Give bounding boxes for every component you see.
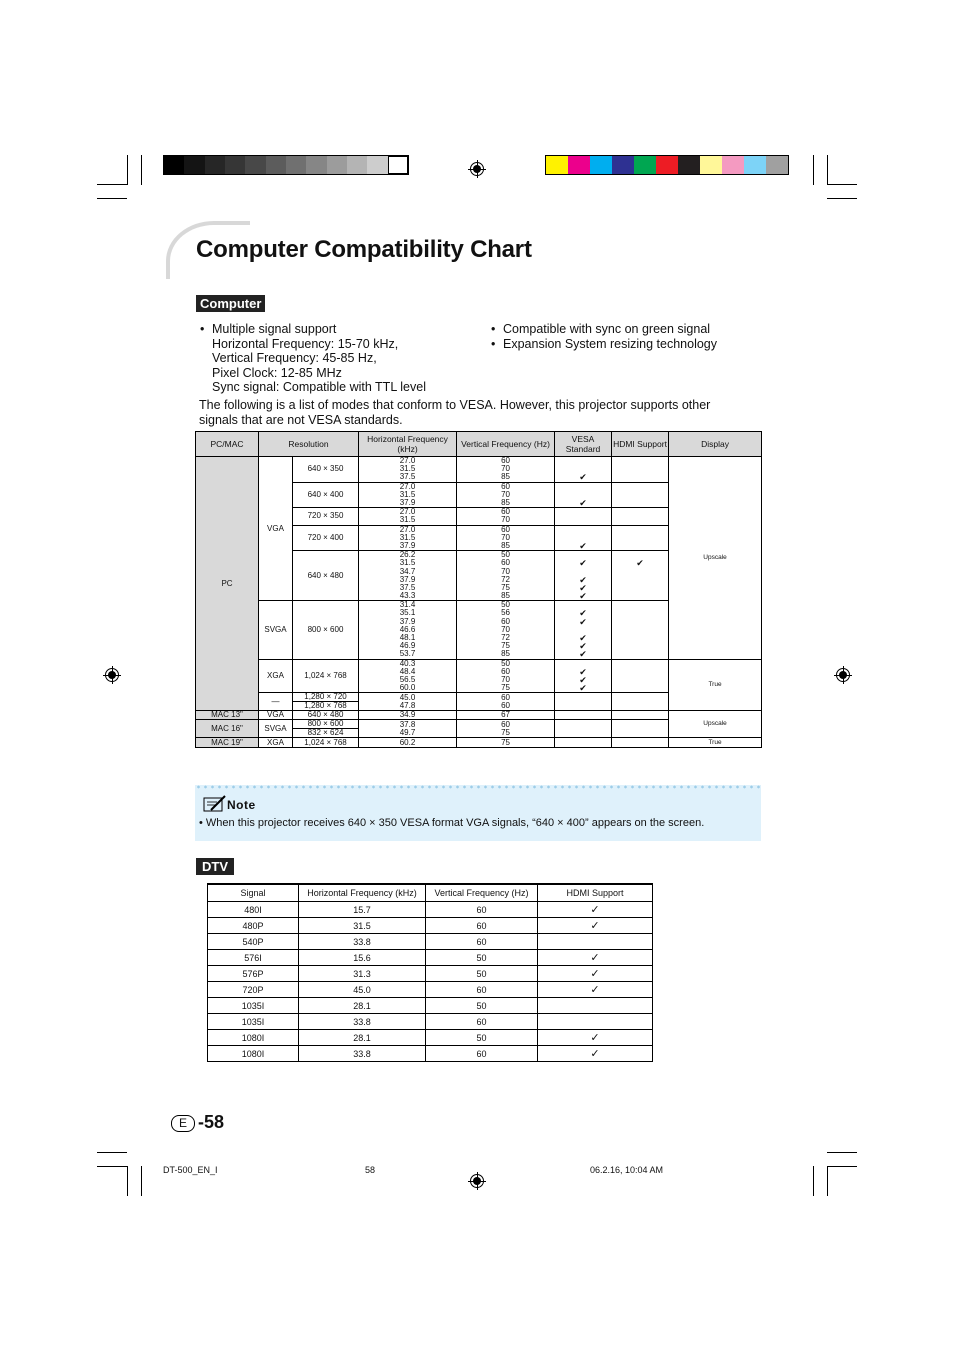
dtv-v-cell: 60 xyxy=(426,918,538,934)
vertical-frequency: 60 xyxy=(457,508,555,517)
crop-mark xyxy=(827,1166,857,1167)
vertical-frequency: 75 xyxy=(457,738,555,747)
hdmi-check xyxy=(612,457,669,466)
dtv-h-cell: 28.1 xyxy=(299,1030,426,1046)
dtv-h-cell: 28.1 xyxy=(299,998,426,1014)
vesa-check: ✔ xyxy=(555,473,612,482)
pc-label: PC xyxy=(196,457,259,711)
color-swatch xyxy=(388,156,408,174)
dtv-row xyxy=(208,998,653,1014)
vertical-frequency: 70 xyxy=(457,491,555,499)
vesa-check: ✔ xyxy=(555,559,612,567)
footer-filename: DT-500_EN_I xyxy=(163,1165,218,1175)
vesa-check: ✔ xyxy=(555,642,612,650)
horizontal-frequency: 56.5 xyxy=(359,676,457,684)
dtv-header-horizontal-frequency: Horizontal Frequency (kHz) xyxy=(299,884,426,902)
bullet-item: • Multiple signal support Horizontal Frequency: 15-70 kHz, Vertical Frequency: 45-85 Hz, Pixel Clock: 12-85 MHz Sync signal: Compatible with TTL level xyxy=(199,322,489,395)
display-mode: True xyxy=(669,659,762,711)
vesa-check xyxy=(555,482,612,491)
resolution: 720 × 350 xyxy=(293,508,359,525)
registration-mark-icon xyxy=(468,160,486,178)
hdmi-check xyxy=(612,567,669,575)
vertical-frequency: 85 xyxy=(457,592,555,601)
vesa-check xyxy=(555,738,612,747)
vesa-check: ✔ xyxy=(555,618,612,626)
note-label: Note xyxy=(227,798,256,812)
hdmi-check xyxy=(612,738,669,747)
color-swatch xyxy=(205,156,225,174)
color-swatch xyxy=(546,156,568,174)
horizontal-frequency: 37.9 xyxy=(359,542,457,551)
crop-mark xyxy=(127,155,128,185)
note-divider xyxy=(195,785,761,789)
dtv-signal-cell: 480I xyxy=(208,902,299,918)
color-swatch xyxy=(245,156,265,174)
signal-mode: XGA xyxy=(259,659,293,693)
vertical-frequency: 60 xyxy=(457,457,555,466)
dtv-signal-cell: 540P xyxy=(208,934,299,950)
dtv-row xyxy=(208,918,653,934)
vesa-check: ✔ xyxy=(555,584,612,592)
dtv-signal-cell: 1080I xyxy=(208,1030,299,1046)
registration-mark-icon xyxy=(834,666,852,684)
hdmi-check xyxy=(612,609,669,617)
table-row xyxy=(196,457,762,466)
vesa-check: ✔ xyxy=(555,499,612,508)
hdmi-check xyxy=(612,676,669,684)
hdmi-check xyxy=(612,693,669,702)
crop-mark xyxy=(97,1166,127,1167)
crop-mark xyxy=(97,184,127,185)
dtv-h-cell: 33.8 xyxy=(299,1014,426,1030)
signal-mode: — xyxy=(259,693,293,711)
hdmi-check xyxy=(612,584,669,592)
horizontal-frequency: 27.0 xyxy=(359,457,457,466)
vesa-check xyxy=(555,508,612,517)
dtv-signal-cell: 720P xyxy=(208,982,299,998)
vertical-frequency: 60 xyxy=(457,618,555,626)
hdmi-check xyxy=(612,482,669,491)
color-swatch xyxy=(722,156,744,174)
vertical-frequency: 85 xyxy=(457,499,555,508)
registration-mark-icon xyxy=(468,1172,486,1190)
horizontal-frequency: 31.5 xyxy=(359,491,457,499)
dtv-hdmi-cell: ✓ xyxy=(538,1030,653,1046)
resolution: 720 × 400 xyxy=(293,525,359,551)
horizontal-frequency: 37.9 xyxy=(359,499,457,508)
page-number: -58 xyxy=(198,1112,225,1132)
dtv-hdmi-cell: ✓ xyxy=(538,1046,653,1062)
vertical-frequency: 50 xyxy=(457,601,555,610)
vesa-check: ✔ xyxy=(555,650,612,659)
vertical-frequency: 67 xyxy=(457,711,555,720)
vertical-frequency: 85 xyxy=(457,650,555,659)
resolution: 1,280 × 768 xyxy=(293,702,359,711)
color-swatch xyxy=(568,156,590,174)
dtv-hdmi-cell: ✓ xyxy=(538,918,653,934)
dtv-h-cell: 31.5 xyxy=(299,918,426,934)
hdmi-check xyxy=(612,473,669,482)
color-swatch xyxy=(347,156,367,174)
vertical-frequency: 72 xyxy=(457,634,555,642)
vertical-frequency: 60 xyxy=(457,525,555,534)
hdmi-check xyxy=(612,534,669,542)
vesa-check xyxy=(555,516,612,525)
dtv-header-hdmi-support: HDMI Support xyxy=(538,884,653,902)
dtv-v-cell: 60 xyxy=(426,902,538,918)
dtv-row xyxy=(208,950,653,966)
signal-mode: SVGA xyxy=(259,601,293,659)
page-title: Computer Compatibility Chart xyxy=(196,236,532,263)
horizontal-frequency: 37.9 xyxy=(359,618,457,626)
hdmi-check xyxy=(612,576,669,584)
horizontal-frequency: 31.5 xyxy=(359,534,457,542)
hdmi-check xyxy=(612,684,669,693)
horizontal-frequency: 45.0 xyxy=(359,693,457,702)
color-swatch xyxy=(590,156,612,174)
horizontal-frequency: 31.4 xyxy=(359,601,457,610)
vertical-frequency: 72 xyxy=(457,576,555,584)
crop-mark xyxy=(827,184,857,185)
color-swatch xyxy=(634,156,656,174)
header-pc-mac: PC/MAC xyxy=(196,432,259,457)
horizontal-frequency: 37.8 xyxy=(359,720,457,729)
color-swatch xyxy=(700,156,722,174)
hdmi-check xyxy=(612,720,669,729)
dtv-signal-cell: 1035I xyxy=(208,998,299,1014)
horizontal-frequency: 47.8 xyxy=(359,702,457,711)
vesa-check: ✔ xyxy=(555,576,612,584)
horizontal-frequency: 27.0 xyxy=(359,508,457,517)
vertical-frequency: 60 xyxy=(457,693,555,702)
horizontal-frequency: 26.2 xyxy=(359,551,457,560)
dtv-hdmi-cell xyxy=(538,1014,653,1030)
horizontal-frequency: 34.7 xyxy=(359,567,457,575)
bullet-item: • Expansion System resizing technology xyxy=(490,337,760,352)
dtv-signal-cell: 576I xyxy=(208,950,299,966)
dtv-hdmi-cell xyxy=(538,998,653,1014)
mac-label: MAC 19" xyxy=(196,738,259,747)
color-swatch xyxy=(656,156,678,174)
vesa-check: ✔ xyxy=(555,609,612,617)
resolution: 640 × 350 xyxy=(293,457,359,483)
vertical-frequency: 50 xyxy=(457,659,555,668)
horizontal-frequency: 60.0 xyxy=(359,684,457,693)
hdmi-check xyxy=(612,499,669,508)
horizontal-frequency: 46.9 xyxy=(359,642,457,650)
section-heading-dtv: DTV xyxy=(196,858,234,875)
dtv-hdmi-cell: ✓ xyxy=(538,902,653,918)
vertical-frequency: 75 xyxy=(457,684,555,693)
mac-mode: VGA xyxy=(259,711,293,720)
vertical-frequency: 85 xyxy=(457,473,555,482)
vertical-frequency: 85 xyxy=(457,542,555,551)
vertical-frequency: 70 xyxy=(457,676,555,684)
horizontal-frequency: 43.3 xyxy=(359,592,457,601)
vertical-frequency: 50 xyxy=(457,551,555,560)
crop-mark xyxy=(813,155,814,185)
dtv-v-cell: 60 xyxy=(426,982,538,998)
header-vertical-frequency: Vertical Frequency (Hz) xyxy=(457,432,555,457)
bullet-item: • Compatible with sync on green signal xyxy=(490,322,760,337)
header-resolution: Resolution xyxy=(259,432,359,457)
hdmi-check xyxy=(612,626,669,634)
hdmi-check xyxy=(612,465,669,473)
horizontal-frequency: 31.5 xyxy=(359,559,457,567)
hdmi-check xyxy=(612,601,669,610)
horizontal-frequency: 27.0 xyxy=(359,482,457,491)
dtv-h-cell: 33.8 xyxy=(299,1046,426,1062)
vertical-frequency: 60 xyxy=(457,668,555,676)
dtv-h-cell: 45.0 xyxy=(299,982,426,998)
hdmi-check xyxy=(612,516,669,525)
dtv-hdmi-cell: ✓ xyxy=(538,950,653,966)
vertical-frequency: 70 xyxy=(457,534,555,542)
color-swatch xyxy=(327,156,347,174)
table-row xyxy=(196,659,762,668)
dtv-row xyxy=(208,966,653,982)
resolution: 800 × 600 xyxy=(293,720,359,729)
vertical-frequency: 56 xyxy=(457,609,555,617)
dtv-row xyxy=(208,982,653,998)
header-display: Display xyxy=(669,432,762,457)
horizontal-frequency: 35.1 xyxy=(359,609,457,617)
hdmi-check xyxy=(612,525,669,534)
horizontal-frequency: 27.0 xyxy=(359,525,457,534)
dtv-signal-cell: 480P xyxy=(208,918,299,934)
vertical-frequency: 60 xyxy=(457,559,555,567)
compatibility-table xyxy=(195,431,762,748)
dtv-row xyxy=(208,1014,653,1030)
horizontal-frequency: 48.4 xyxy=(359,668,457,676)
vesa-check xyxy=(555,720,612,729)
resolution: 640 × 480 xyxy=(293,711,359,720)
color-swatch xyxy=(225,156,245,174)
dtv-row xyxy=(208,934,653,950)
dtv-signal-cell: 1080I xyxy=(208,1046,299,1062)
hdmi-check xyxy=(612,659,669,668)
crop-mark xyxy=(127,1166,128,1196)
horizontal-frequency: 60.2 xyxy=(359,738,457,747)
dtv-v-cell: 60 xyxy=(426,1014,538,1030)
vesa-check: ✔ xyxy=(555,684,612,693)
dtv-h-cell: 15.6 xyxy=(299,950,426,966)
vertical-frequency: 75 xyxy=(457,642,555,650)
vesa-check xyxy=(555,711,612,720)
resolution: 640 × 480 xyxy=(293,551,359,601)
resolution: 800 × 600 xyxy=(293,601,359,659)
resolution: 640 × 400 xyxy=(293,482,359,508)
dtv-v-cell: 50 xyxy=(426,998,538,1014)
vesa-check: ✔ xyxy=(555,592,612,601)
horizontal-frequency: 40.3 xyxy=(359,659,457,668)
signal-mode: VGA xyxy=(259,457,293,601)
horizontal-frequency: 49.7 xyxy=(359,729,457,738)
dtv-h-cell: 15.7 xyxy=(299,902,426,918)
vesa-check: ✔ xyxy=(555,668,612,676)
hdmi-check: ✔ xyxy=(612,559,669,567)
mac-mode: XGA xyxy=(259,738,293,747)
vertical-frequency: 70 xyxy=(457,516,555,525)
hdmi-check xyxy=(612,642,669,650)
dtv-v-cell: 60 xyxy=(426,934,538,950)
crop-mark xyxy=(97,1152,127,1153)
color-swatch xyxy=(164,156,184,174)
vertical-frequency: 75 xyxy=(457,584,555,592)
vertical-frequency: 70 xyxy=(457,626,555,634)
hdmi-check xyxy=(612,650,669,659)
vertical-frequency: 60 xyxy=(457,702,555,711)
section-heading-computer: Computer xyxy=(196,295,265,312)
vesa-check: ✔ xyxy=(555,542,612,551)
hdmi-check xyxy=(612,508,669,517)
crop-mark xyxy=(97,198,127,199)
color-swatch xyxy=(744,156,766,174)
display-mode: Upscale xyxy=(669,457,762,660)
header-horizontal-frequency: Horizontal Frequency (kHz) xyxy=(359,432,457,457)
color-swatch xyxy=(286,156,306,174)
color-swatch xyxy=(266,156,286,174)
crop-mark xyxy=(827,1152,857,1153)
display-mode: Upscale xyxy=(669,711,762,738)
bullets-right xyxy=(490,322,760,351)
bullets-left xyxy=(199,322,489,395)
hdmi-check xyxy=(612,542,669,551)
hdmi-check xyxy=(612,702,669,711)
resolution: 832 × 624 xyxy=(293,729,359,738)
vesa-check xyxy=(555,693,612,702)
mac-label: MAC 16" xyxy=(196,720,259,738)
vertical-frequency: 75 xyxy=(457,729,555,738)
header-hdmi-support: HDMI Support xyxy=(612,432,669,457)
horizontal-frequency: 37.9 xyxy=(359,576,457,584)
color-swatch xyxy=(678,156,700,174)
vesa-check xyxy=(555,525,612,534)
vertical-frequency: 70 xyxy=(457,567,555,575)
color-calibration-bar xyxy=(545,155,789,175)
hdmi-check xyxy=(612,711,669,720)
dtv-hdmi-cell: ✓ xyxy=(538,966,653,982)
crop-mark xyxy=(827,1166,828,1196)
dtv-table xyxy=(207,883,653,1062)
dtv-row xyxy=(208,902,653,918)
color-swatch xyxy=(306,156,326,174)
dtv-v-cell: 50 xyxy=(426,966,538,982)
page-number-letter: E xyxy=(171,1115,195,1132)
hdmi-check xyxy=(612,592,669,601)
crop-mark xyxy=(141,1166,142,1196)
color-swatch xyxy=(766,156,788,174)
dtv-row xyxy=(208,1030,653,1046)
resolution: 1,024 × 768 xyxy=(293,659,359,693)
footer-page: 58 xyxy=(365,1165,376,1175)
note-pencil-icon xyxy=(203,795,229,813)
hdmi-check xyxy=(612,668,669,676)
horizontal-frequency: 37.5 xyxy=(359,584,457,592)
vesa-check: ✔ xyxy=(555,676,612,684)
dtv-header-signal: Signal xyxy=(208,884,299,902)
dtv-hdmi-cell xyxy=(538,934,653,950)
dtv-h-cell: 33.8 xyxy=(299,934,426,950)
hdmi-check xyxy=(612,618,669,626)
color-swatch xyxy=(612,156,634,174)
horizontal-frequency: 46.6 xyxy=(359,626,457,634)
dtv-v-cell: 50 xyxy=(426,1030,538,1046)
mac-mode: SVGA xyxy=(259,720,293,738)
hdmi-check xyxy=(612,729,669,738)
color-swatch xyxy=(367,156,387,174)
horizontal-frequency: 37.5 xyxy=(359,473,457,482)
vesa-check: ✔ xyxy=(555,634,612,642)
horizontal-frequency: 31.5 xyxy=(359,516,457,525)
dtv-hdmi-cell: ✓ xyxy=(538,982,653,998)
horizontal-frequency: 31.5 xyxy=(359,465,457,473)
dtv-v-cell: 50 xyxy=(426,950,538,966)
horizontal-frequency: 48.1 xyxy=(359,634,457,642)
vesa-check xyxy=(555,457,612,466)
gray-calibration-bar xyxy=(163,155,409,175)
dtv-row xyxy=(208,1046,653,1062)
hdmi-check xyxy=(612,491,669,499)
vertical-frequency: 70 xyxy=(457,465,555,473)
horizontal-frequency: 53.7 xyxy=(359,650,457,659)
table-row xyxy=(196,711,762,720)
crop-mark xyxy=(827,198,857,199)
dtv-h-cell: 31.3 xyxy=(299,966,426,982)
color-swatch xyxy=(184,156,204,174)
vertical-frequency: 60 xyxy=(457,720,555,729)
dtv-v-cell: 60 xyxy=(426,1046,538,1062)
dtv-signal-cell: 1035I xyxy=(208,1014,299,1030)
resolution: 1,280 × 720 xyxy=(293,693,359,702)
crop-mark xyxy=(813,1166,814,1196)
footer-timestamp: 06.2.16, 10:04 AM xyxy=(590,1165,664,1175)
display-mode: True xyxy=(669,738,762,747)
note-item: • When this projector receives 640 × 350 VESA format VGA signals, “640 × 400” appears on the screen. xyxy=(199,817,705,829)
horizontal-frequency: 34.9 xyxy=(359,711,457,720)
vesa-check xyxy=(555,702,612,711)
hdmi-check xyxy=(612,634,669,642)
dtv-header-vertical-frequency: Vertical Frequency (Hz) xyxy=(426,884,538,902)
vesa-check xyxy=(555,729,612,738)
mac-label: MAC 13" xyxy=(196,711,259,720)
dtv-signal-cell: 576P xyxy=(208,966,299,982)
registration-mark-icon xyxy=(103,666,121,684)
vertical-frequency: 60 xyxy=(457,482,555,491)
note-box xyxy=(195,785,761,841)
table-row xyxy=(196,738,762,747)
crop-mark xyxy=(827,155,828,185)
intro-paragraph: The following is a list of modes that conform to VESA. However, this projector supports other signals that are not VESA standards. xyxy=(199,398,711,427)
header-vesa-standard: VESA Standard xyxy=(555,432,612,457)
resolution: 1,024 × 768 xyxy=(293,738,359,747)
crop-mark xyxy=(141,155,142,185)
